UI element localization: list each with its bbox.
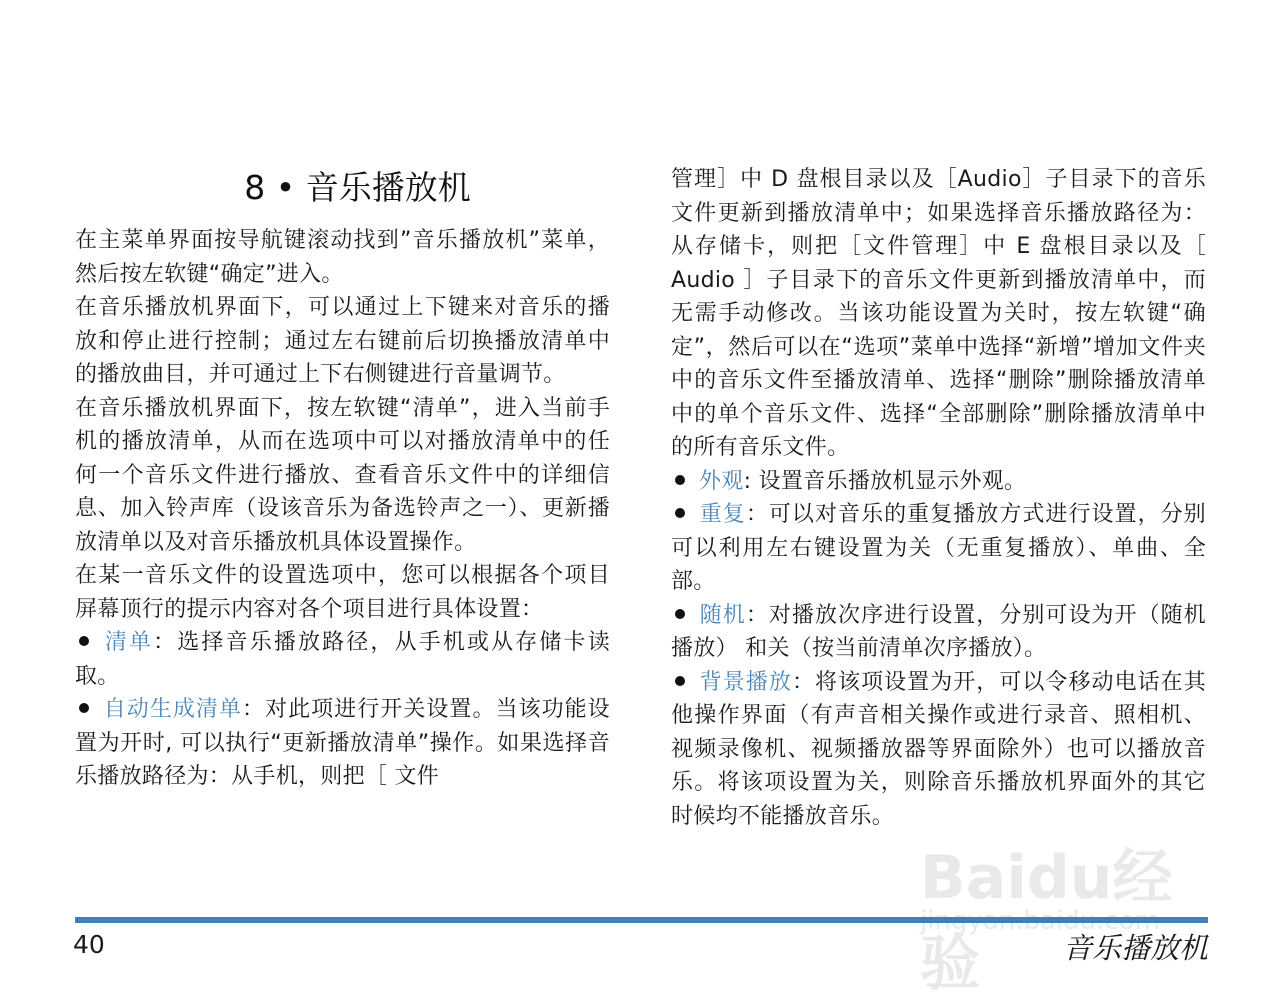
bullet-text: ：选择音乐播放路径，从手机或从存储卡读取。 (75, 630, 611, 689)
left-column (75, 160, 610, 794)
term-label: 重复 (699, 502, 746, 527)
bullet-text: ：可以对音乐的重复播放方式进行设置，分别可以利用左右键设置为关（无重复播放）、单曲、全部。 (671, 502, 1206, 594)
bullet-item (671, 599, 1206, 666)
bullet-text: : 设置音乐播放机显示外观。 (743, 468, 1027, 494)
paragraph: 在主菜单界面按导航键滚动找到”音乐播放机”菜单，然后按左软键“确定”进入。 (75, 228, 610, 287)
bullet-text: ：对此项进行开关设置。当该功能设置为开时, 可以执行“更新播放清单”操作。如果选择音乐播放路径为：从手机，则把［ 文件 (75, 697, 610, 789)
paragraph: 在某一音乐文件的设置选项中，您可以根据各个项目屏幕顶行的提示内容对各个项目进行具体设置： (75, 563, 610, 622)
bullet-icon (675, 609, 685, 619)
footer-section-title: 音乐播放机 (1062, 931, 1208, 965)
term-label: 清单 (103, 630, 154, 655)
footer-divider (75, 917, 1208, 923)
bullet-icon (79, 636, 89, 646)
bullet-item (671, 465, 1206, 499)
bullet-text: ：将该项设置为开，可以令移动电话在其他操作界面（有声音相关操作或进行录音、照相机、视频录像机、视频播放器等界面除外）也可以播放音乐。将该项设置为关，则除音乐播放机界面外的其它时候均不能播放音乐。 (671, 669, 1207, 829)
bullet-item (75, 693, 610, 794)
page-title: 8 • 音乐播放机 (244, 168, 471, 207)
bullet-item (75, 626, 610, 693)
paragraph: 在音乐播放机界面下，可以通过上下键来对音乐的播放和停止进行控制；通过左右键前后切换播放清单中的播放曲目，并可通过上下右侧键进行音量调节。 (75, 295, 610, 387)
bullet-icon (675, 676, 685, 686)
bullet-text: ：对播放次序进行设置，分别可设为开（随机播放） 和关（按当前清单次序播放）。 (671, 602, 1206, 661)
term-label: 自动生成清单 (103, 697, 243, 722)
term-label: 背景播放 (699, 669, 792, 695)
right-column (671, 163, 1206, 833)
page-number: 40 (73, 930, 105, 959)
paragraph: 管理］中 D 盘根目录以及［Audio］子目录下的音乐文件更新到播放清单中；如果选择音乐播放路径为：从存储卡，则把［文件管理］中 E 盘根目录以及［ Audio ］子目录下的音乐文件更新到播放清单中，而无需手动修改。当该功能设置为关时，按左软键“确定”，然后可以在“选项”菜单中选择“新增”增加文件夹中的音乐文件至播放清单、选择“删除”删除播放清单中的单个音乐文件、选择“全部删除”删除播放清单中的所有音乐文件。 (671, 167, 1206, 460)
bullet-icon (675, 475, 685, 485)
bullet-icon (675, 508, 685, 518)
bullet-icon (79, 703, 89, 713)
watermark-logo: Baidu经验 (920, 843, 1173, 999)
term-label: 外观 (699, 468, 744, 494)
bullet-item (671, 666, 1206, 834)
paragraph: 在音乐播放机界面下，按左软键“清单”，进入当前手机的播放清单，从而在选项中可以对播放清单中的任何一个音乐文件进行播放、查看音乐文件中的详细信息、加入铃声库（设该音乐为备选铃声之一）、更新播放清单以及对音乐播放机具体设置操作。 (75, 395, 610, 555)
bullet-item (671, 498, 1206, 599)
term-label: 随机 (699, 602, 746, 628)
